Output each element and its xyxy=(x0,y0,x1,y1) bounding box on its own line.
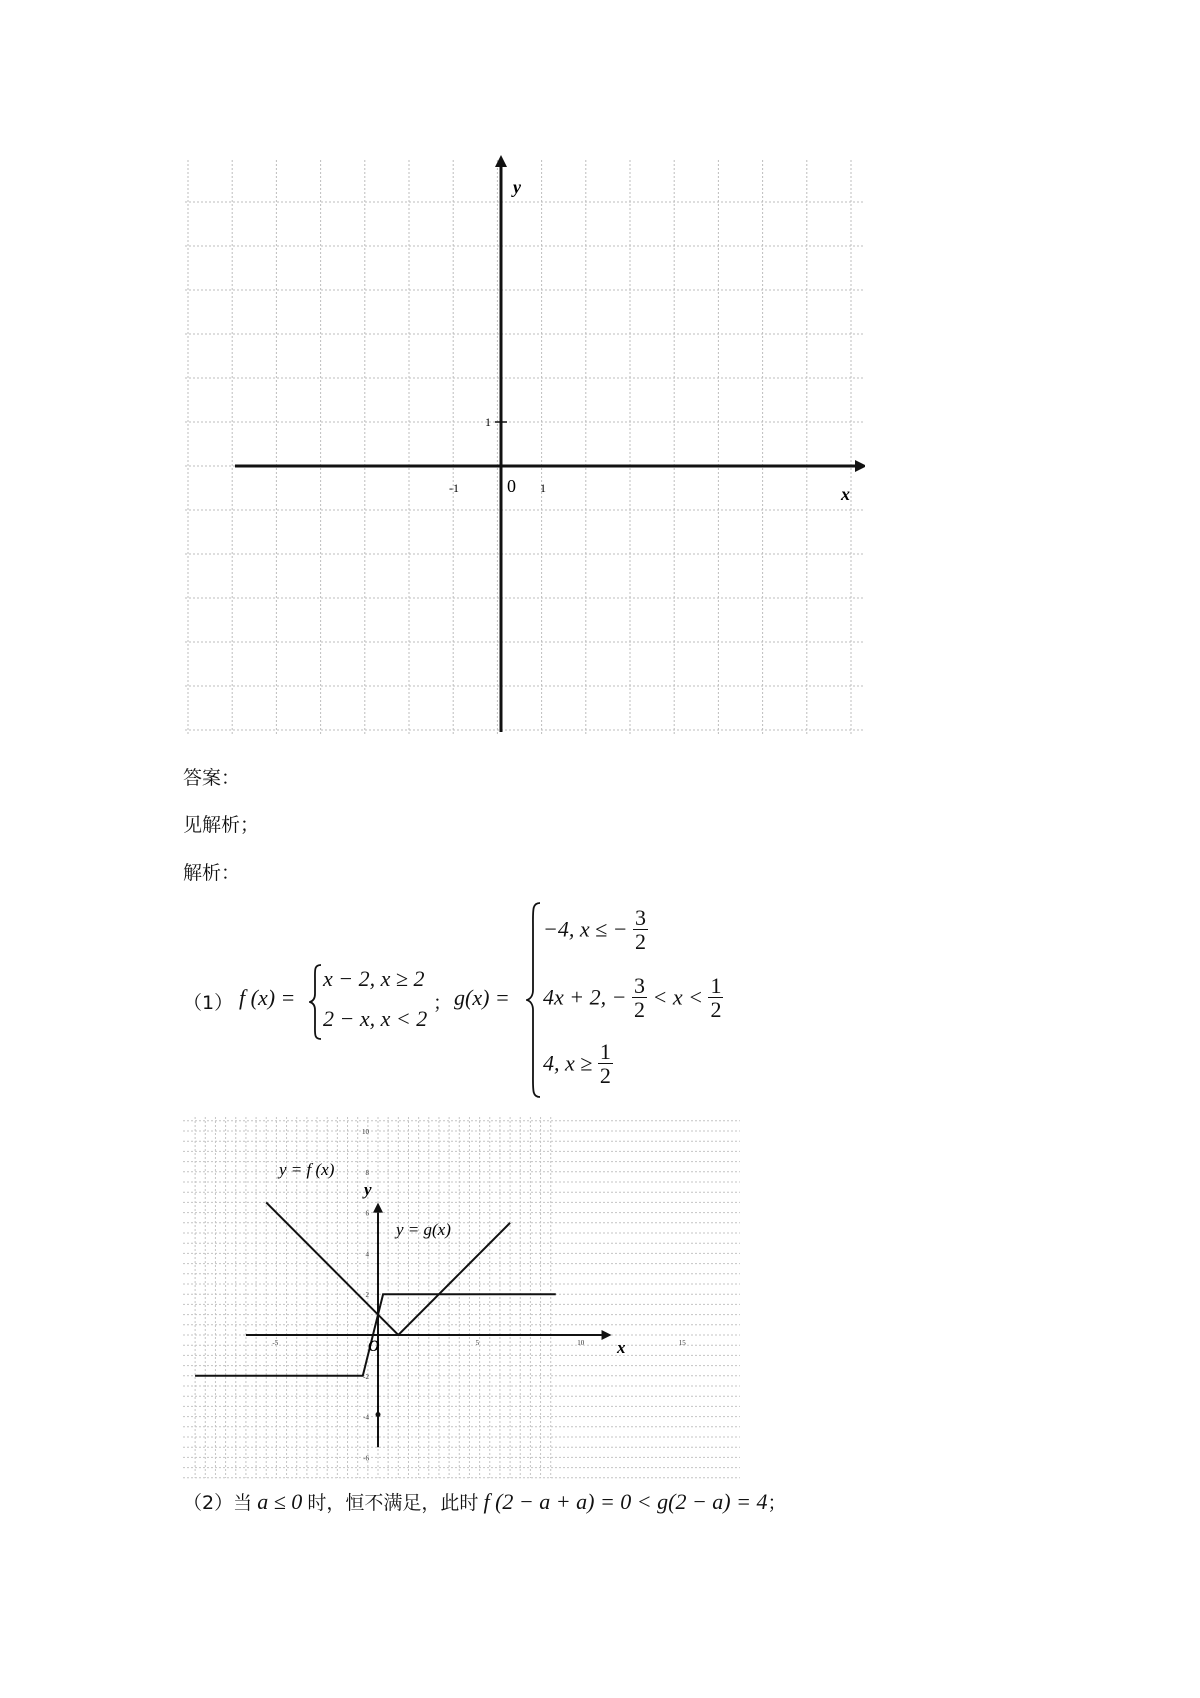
x-axis-label: x xyxy=(617,1338,626,1357)
answer-label: 答案： xyxy=(183,767,241,789)
f-lhs: f (x) = xyxy=(239,985,296,1010)
x-tick-label: 5 xyxy=(475,1339,480,1347)
part1-number: （1） xyxy=(183,992,234,1014)
function-graphs-chart xyxy=(183,1115,740,1480)
y-axis-label: y xyxy=(513,177,521,197)
fraction-denominator: 2 xyxy=(710,997,722,1023)
part2-text-middle: 时，恒不满足，此时 xyxy=(307,1492,479,1514)
series-label-f: y = f (x) xyxy=(279,1160,335,1179)
y-tick-label: 10 xyxy=(362,1128,369,1136)
y-tick-label: 6 xyxy=(365,1209,369,1218)
x-axis-arrow xyxy=(855,460,865,472)
f-case-1: x − 2, x ≥ 2 xyxy=(323,966,425,991)
g-lhs: g(x) = xyxy=(454,985,510,1010)
part2-condition: a ≤ 0 xyxy=(257,1489,303,1514)
part2-statement xyxy=(183,1488,787,1515)
x-tick-label: -5 xyxy=(272,1339,279,1347)
part2-text-when: 当 xyxy=(233,1492,253,1514)
x-axis-label: x xyxy=(841,484,850,504)
part2-expression: f (2 − a + a) = 0 < g(2 − a) = 4 xyxy=(483,1489,768,1514)
x-tick-label: 10 xyxy=(577,1339,585,1347)
series xyxy=(195,1202,556,1417)
y-tick-label: -6 xyxy=(363,1454,369,1463)
origin-label: 0 xyxy=(507,476,516,496)
y-tick-label: -2 xyxy=(363,1372,369,1381)
x-axis-arrow xyxy=(602,1330,612,1340)
origin-label: O xyxy=(368,1338,380,1355)
part2-end: ； xyxy=(767,1492,787,1514)
g-case-3: 4, x ≥ $\frac{1}{2}$ xyxy=(543,1039,611,1089)
y-axis-arrow xyxy=(373,1203,383,1213)
fraction-denominator: 2 xyxy=(635,929,647,955)
fraction-denominator: 2 xyxy=(633,997,645,1023)
series-label-g: y = g(x) xyxy=(396,1220,451,1239)
fraction-numerator: 1 xyxy=(599,1039,611,1064)
y-axis-arrow xyxy=(495,155,507,167)
f-brace xyxy=(309,964,323,1040)
y-tick-label: 8 xyxy=(365,1168,369,1177)
fraction-numerator: 3 xyxy=(635,905,647,930)
blank-coordinate-grid xyxy=(185,155,865,740)
x-tick-label: 15 xyxy=(678,1339,686,1347)
g-case-1: −4, x ≤ − $\frac{3}{2}$ xyxy=(543,905,647,955)
axis-marker-dot xyxy=(376,1412,381,1417)
fraction-numerator: 3 xyxy=(633,973,645,998)
g-brace xyxy=(526,902,542,1098)
answer-text: 见解析； xyxy=(183,814,260,836)
y-tick-label: -4 xyxy=(363,1413,369,1422)
grid-lines xyxy=(183,1117,740,1478)
y-tick-label: 2 xyxy=(365,1291,369,1300)
y-tick-label: 4 xyxy=(365,1250,369,1259)
part1-definitions xyxy=(183,900,943,1100)
g-case-2: 4x + 2, − $\frac{3}{2}$ < x < $\frac{1}{2}$ xyxy=(543,973,722,1023)
tick-label-y-1: 1 xyxy=(485,415,491,429)
y-axis-label: y xyxy=(364,1180,372,1199)
tick-label-x-1: 1 xyxy=(540,481,546,495)
grid-lines xyxy=(185,160,865,740)
fraction-denominator: 2 xyxy=(599,1063,611,1089)
f-case-2: 2 − x, x < 2 xyxy=(323,1006,428,1031)
fraction-numerator: 1 xyxy=(710,973,722,998)
tick-label-x-neg1: -1 xyxy=(449,481,459,495)
part2-number: （2） xyxy=(183,1492,234,1514)
definitions-separator: ； xyxy=(433,992,453,1014)
analysis-label: 解析： xyxy=(183,862,241,884)
